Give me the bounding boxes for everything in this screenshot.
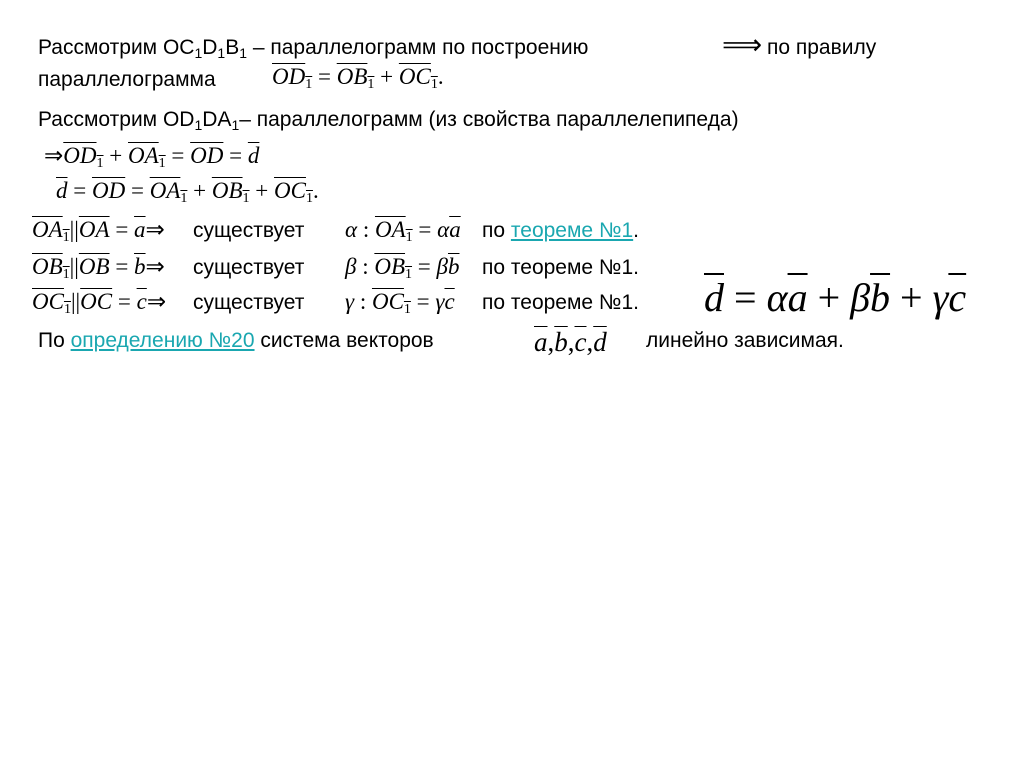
- l1-b: B: [225, 36, 240, 59]
- formula-ob1-parallel: $OB_1||\overline{OB}$ = $\overline{b}\Rightarrow$: [32, 254, 165, 282]
- theorem-ref-1: [482, 219, 639, 243]
- period: .: [633, 219, 639, 242]
- definition-20-link[interactable]: определению №20: [70, 329, 255, 352]
- theorem-ref-3: по теореме №1.: [482, 291, 639, 314]
- last-middle: система векторов: [254, 329, 434, 352]
- by-prefix: по: [482, 219, 511, 242]
- formula-od-eq-d: $\Rightarrow OD_1 + OA_1 = \overline{OD} = \overline{d}$: [44, 143, 260, 171]
- formula-vectors-abcd: $\overline{a},\overline{b},\overline{c},\overline{d}$: [534, 327, 607, 357]
- line-3-text: [38, 108, 739, 137]
- l3-sub: 1: [231, 117, 240, 133]
- last-end: линейно зависимая.: [646, 329, 844, 352]
- formula-d-sum: $\overline{d} = \overline{OD} = OA_1 + OB_1 + OC_1$.: [56, 178, 319, 206]
- formula-alpha: α : $OA_1 = \alpha\overline{a}$: [345, 217, 461, 245]
- l1-sub: 1: [239, 45, 248, 61]
- l3-da: DA: [202, 108, 232, 131]
- implies-arrow-icon: ⟹: [722, 29, 763, 60]
- last-line: [38, 329, 434, 353]
- l1-sub: 1: [194, 45, 203, 61]
- formula-big-d: $\overline{d} = \alpha\overline{a} + \beta\overline{b} + \gamma\overline{c}$: [704, 275, 967, 320]
- l1-d: D: [202, 36, 218, 59]
- l3-rest: – параллелограмм (из свойства параллелепипеда): [239, 108, 739, 131]
- exists-2: существует: [193, 256, 305, 279]
- theorem-ref-2: по теореме №1.: [482, 256, 639, 279]
- l1-sub: 1: [217, 45, 226, 61]
- line-1-text: [38, 36, 588, 65]
- l1-rest: – параллелограмм по построению: [247, 36, 589, 59]
- formula-oa1-parallel: $OA_1||\overline{OA}$ = $\overline{a}\Rightarrow$: [32, 217, 165, 245]
- formula-od1-sum: $OD_1 = OB_1 + OC_1$.: [272, 64, 444, 92]
- exists-1: существует: [193, 219, 305, 242]
- formula-oc1-parallel: $OC_1||\overline{OC}$ = $\overline{c}\Rightarrow$: [32, 289, 167, 317]
- l3-sub: 1: [194, 117, 203, 133]
- last-prefix: По: [38, 329, 71, 352]
- theorem-1-link[interactable]: теореме №1: [510, 219, 634, 242]
- l2-text: параллелограмма: [38, 68, 216, 91]
- exists-3: существует: [193, 291, 305, 314]
- formula-beta: β : $OB_1 = \beta\overline{b}$: [345, 254, 460, 282]
- l3-text: Рассмотрим OD: [38, 108, 195, 131]
- formula-gamma: γ : $OC_1 = \gamma\overline{c}$: [345, 289, 455, 317]
- l1-end: по правилу: [767, 36, 877, 59]
- l1-text: Рассмотрим OC: [38, 36, 195, 59]
